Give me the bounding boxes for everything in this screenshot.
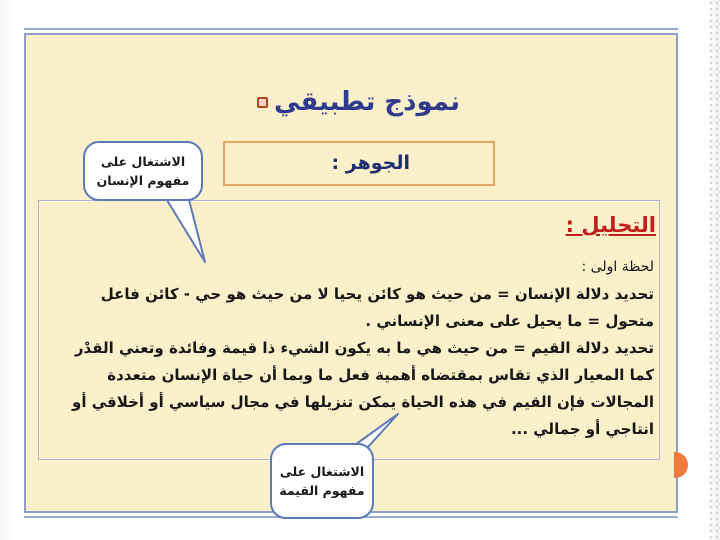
slide-title-text: نموذج تطبيقي [274, 87, 460, 117]
term-label: الجوهر : [331, 152, 410, 174]
callout-value-text: الاشتغال على مفهوم القيمة [279, 464, 365, 498]
paragraph-line: المجالات فإن القيم في هذه الحياة يمكن تنزيلها في مجال سياسي أو أخلاقي أو [72, 393, 654, 411]
analysis-heading: التحليل : [565, 213, 656, 237]
callout-human-concept [83, 141, 203, 201]
paragraph-line: تحديد دلالة الإنسان = من حيث هو كائن يحيا لا من حيث هو حي - كائن فاعل [100, 285, 654, 303]
callout-human-text: الاشتغال على مفهوم الإنسان [96, 154, 190, 188]
first-moment-label: لحظة اولى : [581, 259, 654, 275]
callout-value-concept [270, 443, 374, 519]
paragraph-line: تحديد دلالة القيم = من حيث هي ما به يكون الشيء ذا قيمة وفائدة وتعني القدْر [74, 339, 654, 357]
paragraph-line: كما المعيار الذي تقاس بمقتضاه أهمية فعل ما وبما أن حياة الإنسان متعددة [107, 366, 654, 384]
paragraph-line: انتاجي أو جمالي ... [510, 420, 654, 438]
paragraph-line: متحول = ما يحيل على معنى الإنساني . [365, 312, 654, 330]
callout-tail-human [165, 196, 205, 262]
